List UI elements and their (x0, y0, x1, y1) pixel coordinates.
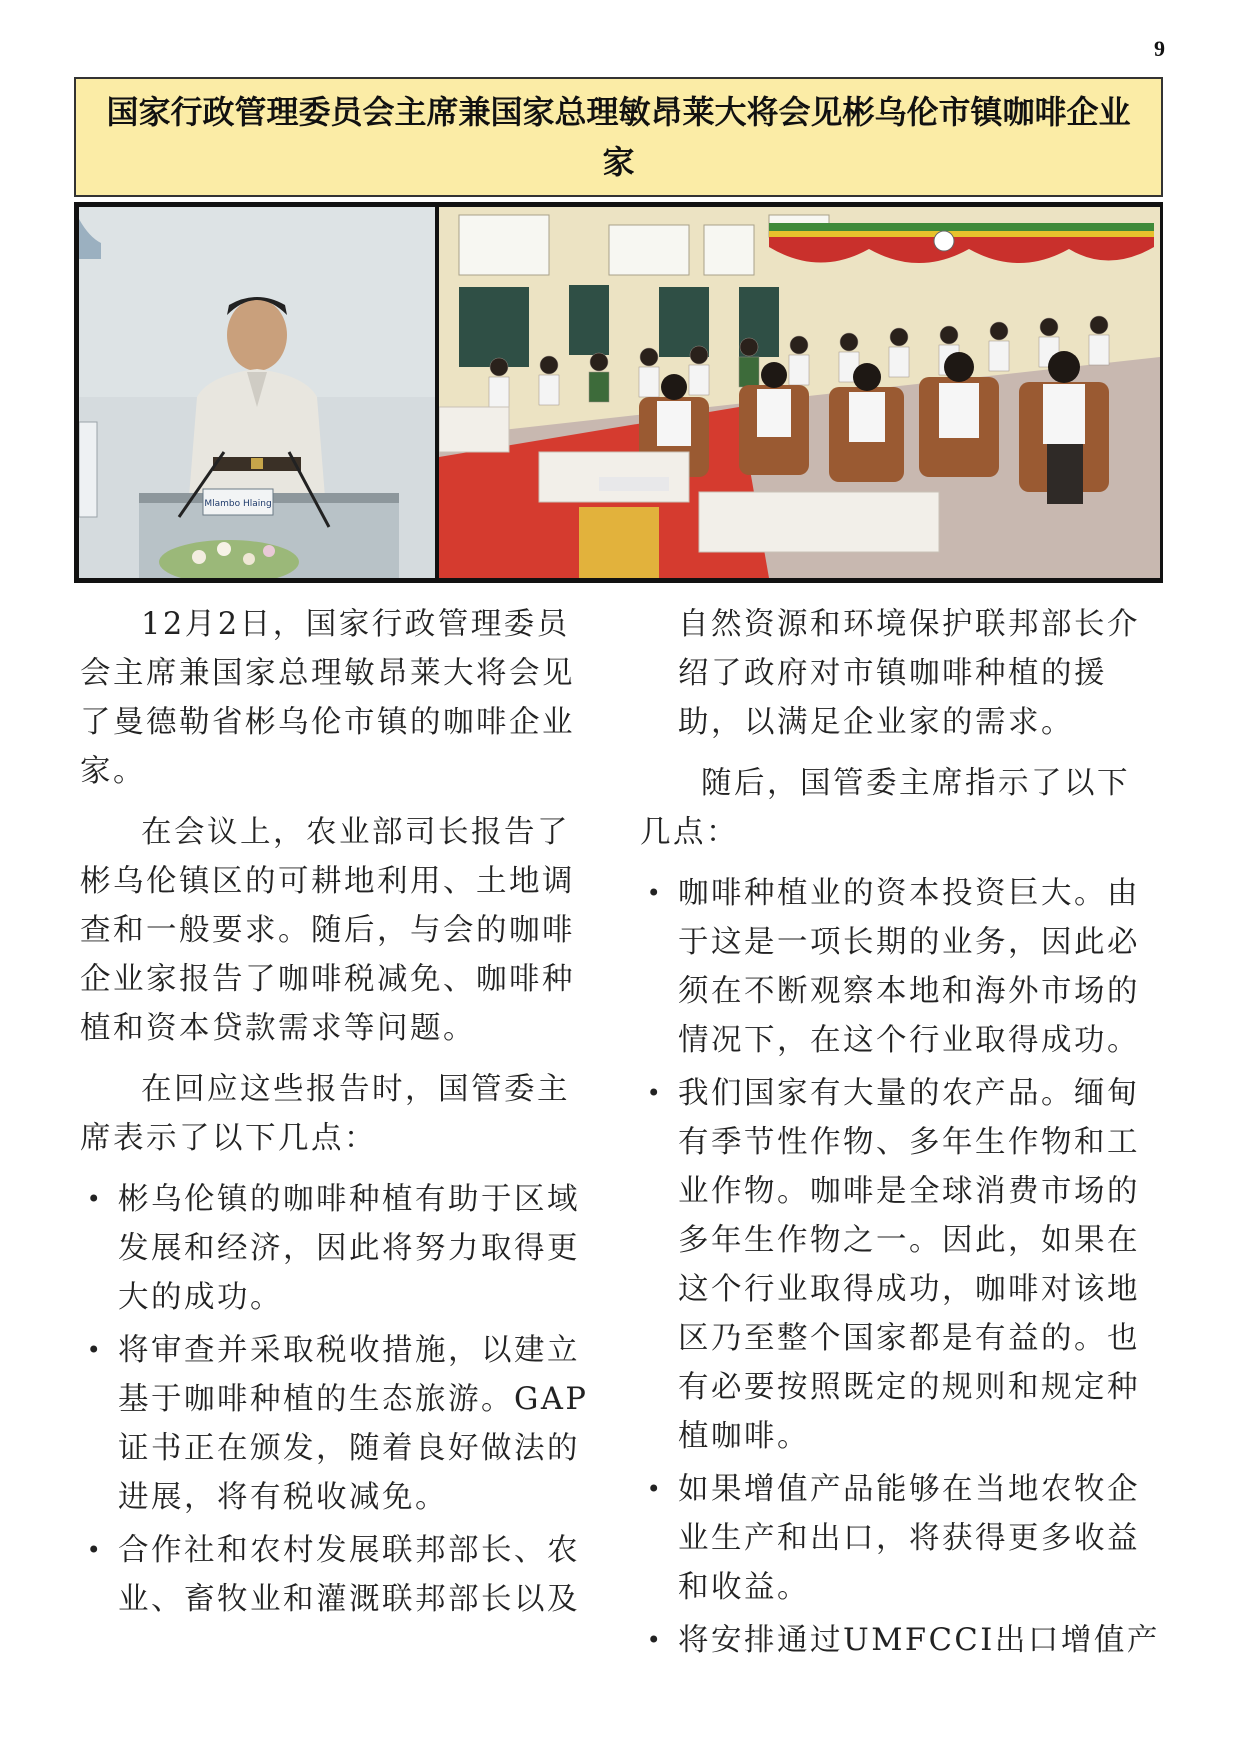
right-column (640, 600, 1160, 1669)
speaker-photo (79, 207, 435, 578)
photo-banner (74, 202, 1163, 583)
paragraph: 在会议上，农业部司长报告了彬乌伦镇区的可耕地利用、土地调查和一般要求。随后，与会的咖啡企业家报告了咖啡税减免、咖啡种植和资本贷款需求等问题。 (80, 815, 575, 1046)
list-item-text: 将安排通过UMFCCI出口增值产 (678, 1623, 1160, 1658)
list-item (640, 1069, 1160, 1461)
list-item (640, 1616, 1160, 1665)
list-item (640, 869, 1160, 1065)
list-item-text: 将审查并采取税收措施，以建立基于咖啡种植的生态旅游。GAP证书正在颁发，随着良好做法的进展，将有税收减免。 (118, 1333, 589, 1515)
bullet-icon: • (86, 1336, 104, 1364)
article-title: 国家行政管理委员会主席兼国家总理敏昂莱大将会见彬乌伦市镇咖啡企业家 (106, 93, 1131, 181)
bullet-list (80, 1175, 600, 1624)
list-item (80, 1526, 600, 1624)
list-item-text: 合作社和农村发展联邦部长、农业、畜牧业和灌溉联邦部长以及 (118, 1533, 580, 1617)
paragraph: 12月2日，国家行政管理委员会主席兼国家总理敏昂莱大将会见了曼德勒省彬乌伦市镇的咖啡企业家。 (80, 607, 575, 789)
audience-photo-illustration (439, 207, 1160, 578)
list-item (80, 1326, 600, 1522)
paragraph: 随后，国管委主席指示了以下几点： (640, 766, 1130, 850)
bullet-icon: • (86, 1185, 104, 1213)
title-box (74, 77, 1163, 197)
nameplate-text: Mlambo Hlaing (204, 499, 272, 509)
bullet-icon: • (646, 1475, 664, 1503)
speaker-photo-illustration (79, 207, 435, 578)
list-item-text: 咖啡种植业的资本投资巨大。由于这是一项长期的业务，因此必须在不断观察本地和海外市场的情况下，在这个行业取得成功。 (678, 876, 1140, 1058)
bullet-list (640, 869, 1160, 1665)
list-item-text: 彬乌伦镇的咖啡种植有助于区域发展和经济，因此将努力取得更大的成功。 (118, 1182, 580, 1315)
bullet-icon: • (646, 1079, 664, 1107)
list-item-text: 如果增值产品能够在当地农牧企业生产和出口，将获得更多收益和收益。 (678, 1472, 1140, 1605)
paragraph: 在回应这些报告时，国管委主席表示了以下几点： (80, 1072, 570, 1156)
bullet-icon: • (646, 879, 664, 907)
page-number: 9 (1154, 36, 1165, 61)
paragraph-continuation: 自然资源和环境保护联邦部长介绍了政府对市镇咖啡种植的援助，以满足企业家的需求。 (678, 607, 1140, 740)
list-item-text: 我们国家有大量的农产品。缅甸有季节性作物、多年生作物和工业作物。咖啡是全球消费市场的多年生作物之一。因此，如果在这个行业取得成功，咖啡对该地区乃至整个国家都是有益的。也有必要按照既定的规则和规定种植咖啡。 (678, 1076, 1140, 1454)
audience-photo (439, 207, 1160, 578)
bullet-icon: • (86, 1536, 104, 1564)
list-item (80, 1175, 600, 1322)
bullet-icon: • (646, 1626, 664, 1654)
left-column (80, 600, 600, 1628)
list-item (640, 1465, 1160, 1612)
